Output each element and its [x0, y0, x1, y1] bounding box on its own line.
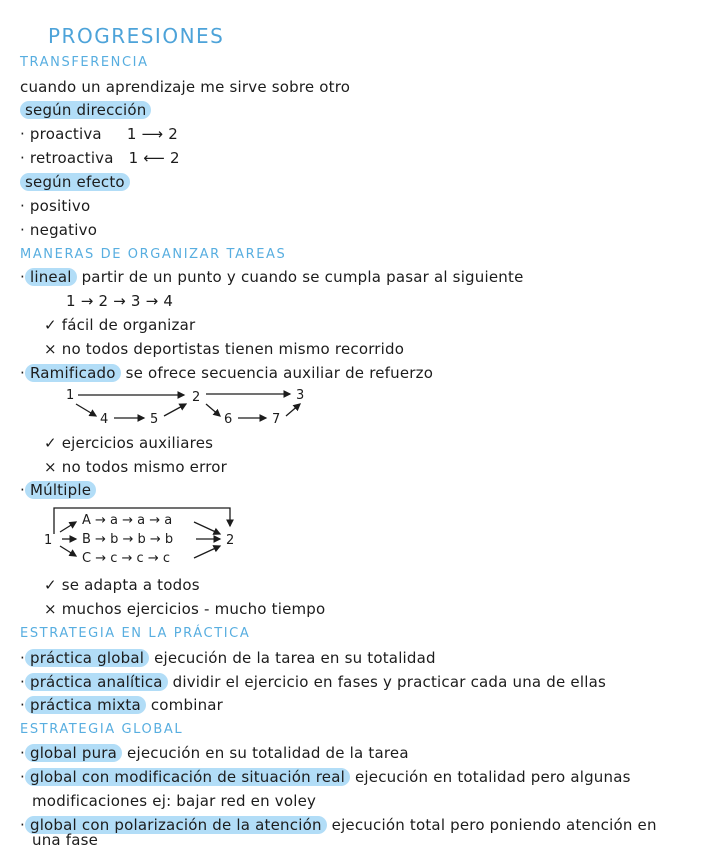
- lineal-sequence: 1 → 2 → 3 → 4: [66, 292, 174, 310]
- arrow-a-2: [194, 522, 220, 534]
- practica-global-bullet: ·: [20, 649, 25, 667]
- arrow-c-2: [194, 546, 220, 558]
- multiple-node-1: 1: [44, 533, 53, 548]
- practica-mixta-description: combinar: [150, 696, 224, 714]
- multiple-row-b: B → b → b → b: [82, 532, 174, 547]
- ramificado-node-2: 2: [192, 390, 201, 405]
- ramificado-pro: ✓ ejercicios auxiliares: [44, 434, 214, 452]
- ramificado-diagram: [60, 384, 330, 430]
- global-pura-bullet: ·: [20, 744, 25, 762]
- arrow-1-c: [60, 546, 76, 556]
- highlight-global-pura: global pura: [25, 744, 122, 762]
- practica-global-description: ejecución de la tarea en su totalidad: [154, 649, 436, 667]
- global-polarizacion-bullet: ·: [20, 816, 25, 834]
- multiple-diagram: [40, 502, 250, 578]
- multiple-row-a: A → a → a → a: [82, 513, 173, 528]
- arrow-1-a: [60, 522, 76, 532]
- highlight-global-polarizacion: global con polarización de la atención: [25, 816, 327, 834]
- retroactiva-label: · retroactiva: [20, 149, 114, 167]
- ramificado-node-3: 3: [296, 388, 305, 403]
- positivo-item: · positivo: [20, 197, 91, 215]
- global-pura-description: ejecución en su totalidad de la tarea: [127, 744, 409, 762]
- ramificado-node-4: 4: [100, 412, 109, 427]
- negativo-item: · negativo: [20, 221, 98, 239]
- highlight-segun-efecto: según efecto: [20, 173, 130, 191]
- lineal-con: × no todos deportistas tienen mismo recorrido: [44, 340, 405, 358]
- arrow-2-6: [206, 404, 220, 416]
- lineal-description: partir de un punto y cuando se cumpla pasar al siguiente: [81, 268, 524, 286]
- ramificado-node-7: 7: [272, 412, 281, 427]
- multiple-pro: ✓ se adapta a todos: [44, 576, 200, 594]
- global-modificacion-continuation: modificaciones ej: bajar red en voley: [32, 792, 317, 810]
- ramificado-node-1: 1: [66, 388, 75, 403]
- ramificado-node-6: 6: [224, 412, 233, 427]
- retroactiva-sequence: 1 ⟵ 2: [128, 149, 180, 167]
- highlight-lineal: lineal: [25, 268, 77, 286]
- highlight-multiple: Múltiple: [25, 481, 96, 499]
- heading-estrategia-global: ESTRATEGIA GLOBAL: [20, 722, 184, 737]
- arrow-1-4: [76, 404, 96, 416]
- ramificado-con: × no todos mismo error: [44, 458, 227, 476]
- multiple-con: × muchos ejercicios - mucho tiempo: [44, 600, 326, 618]
- global-polarizacion-description: ejecución total pero poniendo atención en: [331, 816, 657, 834]
- proactiva-label: · proactiva: [20, 125, 102, 143]
- ramificado-bullet: ·: [20, 364, 25, 382]
- practica-analitica-bullet: ·: [20, 673, 25, 691]
- heading-maneras: MANERAS DE ORGANIZAR TAREAS: [20, 247, 287, 262]
- lineal-pro: ✓ fácil de organizar: [44, 316, 196, 334]
- heading-estrategia-practica: ESTRATEGIA EN LA PRÁCTICA: [20, 626, 251, 641]
- highlight-ramificado: Ramificado: [25, 364, 121, 382]
- highlight-global-modificacion: global con modificación de situación real: [25, 768, 350, 786]
- ramificado-node-5: 5: [150, 412, 159, 427]
- multiple-node-2: 2: [226, 533, 235, 548]
- highlight-practica-analitica: práctica analítica: [25, 673, 168, 691]
- global-polarizacion-continuation: una fase: [32, 831, 99, 849]
- practica-analitica-description: dividir el ejercicio en fases y practicar cada una de ellas: [172, 673, 606, 691]
- multiple-bullet: ·: [20, 481, 25, 499]
- transferencia-definition: cuando un aprendizaje me sirve sobre otro: [20, 78, 351, 96]
- proactiva-sequence: 1 ⟶ 2: [126, 125, 178, 143]
- arrow-7-3: [286, 404, 300, 416]
- highlight-segun-direccion: según dirección: [20, 101, 151, 119]
- highlight-practica-mixta: práctica mixta: [25, 696, 146, 714]
- heading-transferencia: TRANSFERENCIA: [20, 55, 149, 70]
- highlight-practica-global: práctica global: [25, 649, 149, 667]
- global-modificacion-description: ejecución en totalidad pero algunas: [354, 768, 631, 786]
- ramificado-description: se ofrece secuencia auxiliar de refuerzo: [125, 364, 434, 382]
- arrow-5-2: [164, 404, 186, 416]
- practica-mixta-bullet: ·: [20, 696, 25, 714]
- page-title: PROGRESIONES: [48, 24, 225, 48]
- global-modificacion-bullet: ·: [20, 768, 25, 786]
- lineal-bullet: ·: [20, 268, 25, 286]
- multiple-row-c: C → c → c → c: [82, 551, 170, 566]
